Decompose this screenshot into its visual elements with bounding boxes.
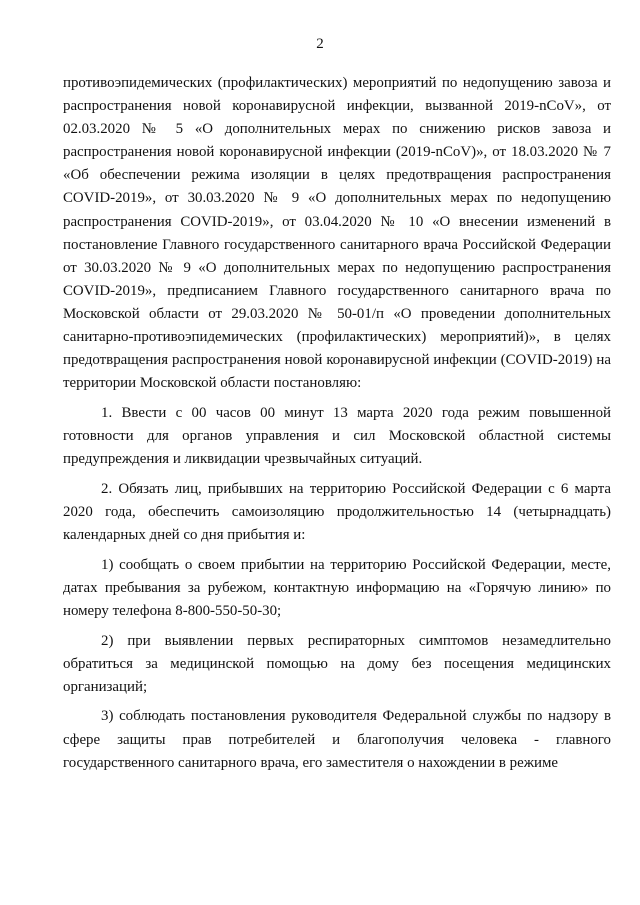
paragraph-item-2-self-isolation: 2. Обязать лиц, прибывших на территорию Российской Федерации с 6 марта 2020 года, обеспечить самоизоляцию продолжительностью 14 (четырнадцать) календарных дней со дня прибытия и: [63,480,611,543]
paragraph-item-1-high-alert-regime: 1. Ввести с 00 часов 00 минут 13 марта 2020 года режим повышенной готовности для органов управления и сил Московской областной системы предупреждения и ликвидации чрезвычайных ситуаций. [63,404,611,468]
paragraph-subitem-1-report-arrival: 1) сообщать о своем прибытии на территорию Российской Федерации, месте, датах пребывания за рубежом, контактную информацию на «Горячую линию» по номеру телефона 8-800-550-50-30; [63,556,611,619]
paragraph-subitem-3-comply-regulations: 3) соблюдать постановления руководителя Федеральной службы по надзору в сфере защиты прав потребителей и благополучия человека - главного государственного санитарного врача, его заместителя о нахождении в режиме [63,708,611,771]
document-body [63,72,611,781]
paragraph-subitem-2-seek-medical-help: 2) при выявлении первых респираторных симптомов незамедлительно обратиться за медицинской помощью на дому без посещения медицинских организаций; [63,632,611,695]
page-number: 2 [316,36,324,52]
paragraph-preamble-continuation: противоэпидемических (профилактических) мероприятий по недопущению завоза и распространения новой коронавирусной инфекции, вызванной 2019-nCoV», от 02.03.2020 № 5 «О дополнительных мерах по снижению рисков завоза и распространения новой коронавирусной инфекции (2019-nCoV)», от 18.03.2020 № 7 «Об обеспечении режима изоляции в целях предотвращения распространения COVID-2019», от 30.03.2020 № 9 «О дополнительных мерах по недопущению распространения COVID-2019», от 03.04.2020 № 10 «О внесении изменений в постановление Главного государственного санитарного врача Российской Федерации от 30.03.2020 № 9 «О дополнительных мерах по недопущению распространения COVID-2019», предписанием Главного государственного санитарного врача по Московской области от 29.03.2020 № 50-01/п «О проведении дополнительных санитарно-противоэпидемических (профилактических) мероприятий)», в целях предотвращения распространения новой коронавирусной инфекции (COVID-2019) на территории Московской области постановляю: [63,75,611,392]
